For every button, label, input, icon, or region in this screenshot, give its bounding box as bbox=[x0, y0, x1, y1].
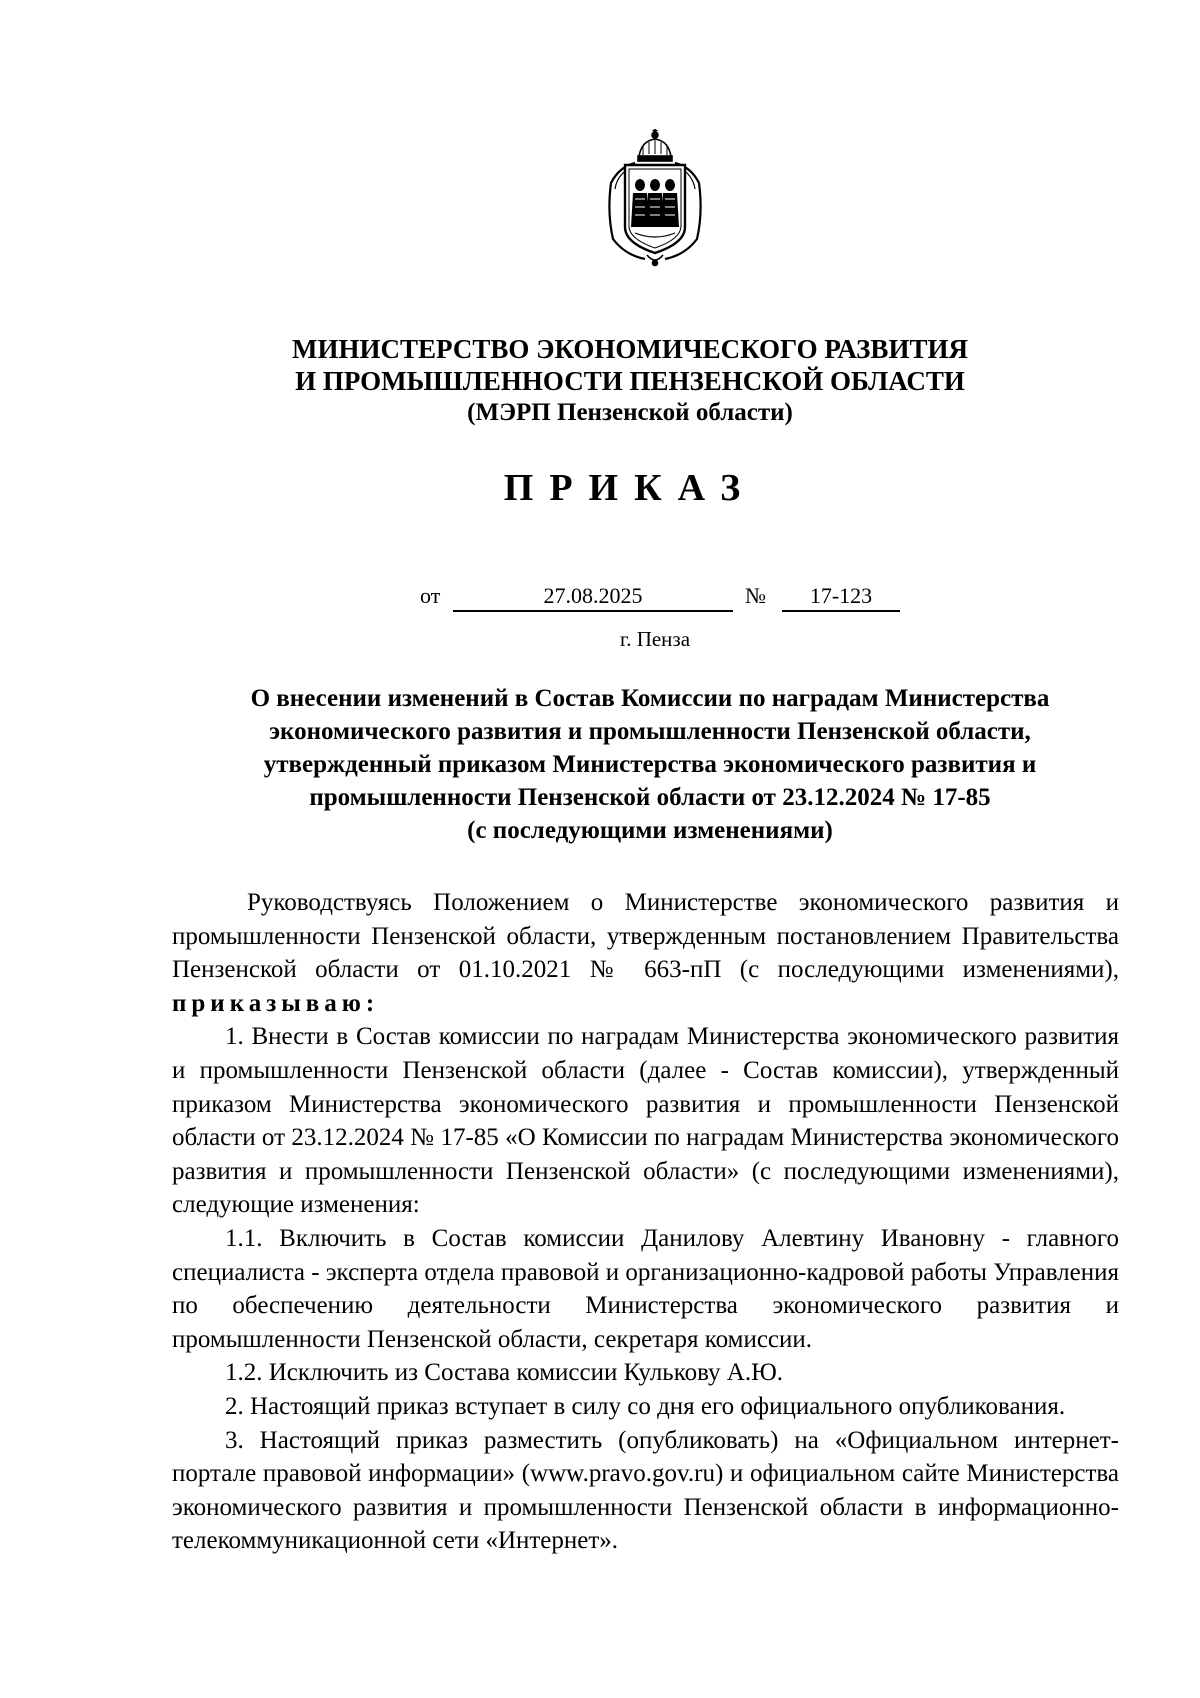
number-label: № bbox=[745, 583, 766, 608]
ministry-header bbox=[230, 333, 1030, 429]
title-line: промышленности Пензенской области от 23.12.2024 № 17-85 bbox=[309, 784, 991, 811]
document-type-heading: ПРИКАЗ bbox=[503, 467, 757, 509]
paragraph-1-1: 1.1. Включить в Состав комиссии Данилову Алевтину Ивановну - главного специалиста - эксперта отдела правовой и организационно-кадровой работы Управления по обеспечению деятельности Министерства экономического развития и промышленности Пензенской области, секретаря комиссии. bbox=[172, 1224, 1119, 1353]
paragraph-2: 2. Настоящий приказ вступает в силу со дня его официального опубликования. bbox=[225, 1392, 1066, 1420]
document-title bbox=[170, 682, 1130, 847]
title-line: утвержденный приказом Министерства экономического развития и bbox=[263, 751, 1037, 778]
document-city: г. Пенза bbox=[619, 627, 691, 651]
coat-of-arms-emblem bbox=[605, 127, 705, 270]
ministry-name-line2: И ПРОМЫШЛЕННОСТИ ПЕНЗЕНСКОЙ ОБЛАСТИ bbox=[295, 366, 965, 396]
paragraph-1-2: 1.2. Исключить из Состава комиссии Кулькову А.Ю. bbox=[225, 1359, 784, 1387]
title-line: экономического развития и промышленности Пензенской области, bbox=[269, 718, 1031, 745]
ministry-short-name: (МЭРП Пензенской области) bbox=[467, 399, 793, 426]
ministry-name-line1: МИНИСТЕРСТВО ЭКОНОМИЧЕСКОГО РАЗВИТИЯ bbox=[292, 334, 968, 364]
title-line: О внесении изменений в Состав Комиссии по наградам Министерства bbox=[250, 685, 1050, 712]
preamble-text: Руководствуясь Положением о Министерстве экономического развития и промышленности Пензенской области, утвержденным постановлением Правительства Пензенской области от 01.10.2021 № 663-пП (с последующими изменениями), bbox=[172, 889, 1119, 984]
document-body bbox=[172, 886, 1119, 1558]
paragraph-1: 1. Внести в Состав комиссии по наградам Министерства экономического развития и промышленности Пензенской области (далее - Состав комиссии), утвержденный приказом Министерства экономического развития и промышленности Пензенской области от 23.12.2024 № 17-85 «О Комиссии по наградам Министерства экономического развития и промышленности Пензенской области» (с последующими изменениями), следующие изменения: bbox=[172, 1023, 1119, 1219]
title-line: (с последующими изменениями) bbox=[467, 817, 833, 844]
order-word: приказываю: bbox=[172, 989, 380, 1017]
document-date: 27.08.2025 bbox=[453, 582, 733, 612]
paragraph-3: 3. Настоящий приказ разместить (опубликовать) на «Официальном интернет-портале правовой информации» (www.pravo.gov.ru) и официальном сайте Министерства экономического развития и промышленности Пензенской области в информационно-телекоммуникационной сети «Интернет». bbox=[172, 1426, 1119, 1555]
document-number: 17-123 bbox=[782, 582, 900, 612]
date-label: от bbox=[420, 583, 441, 608]
preamble-paragraph bbox=[172, 886, 1119, 1020]
